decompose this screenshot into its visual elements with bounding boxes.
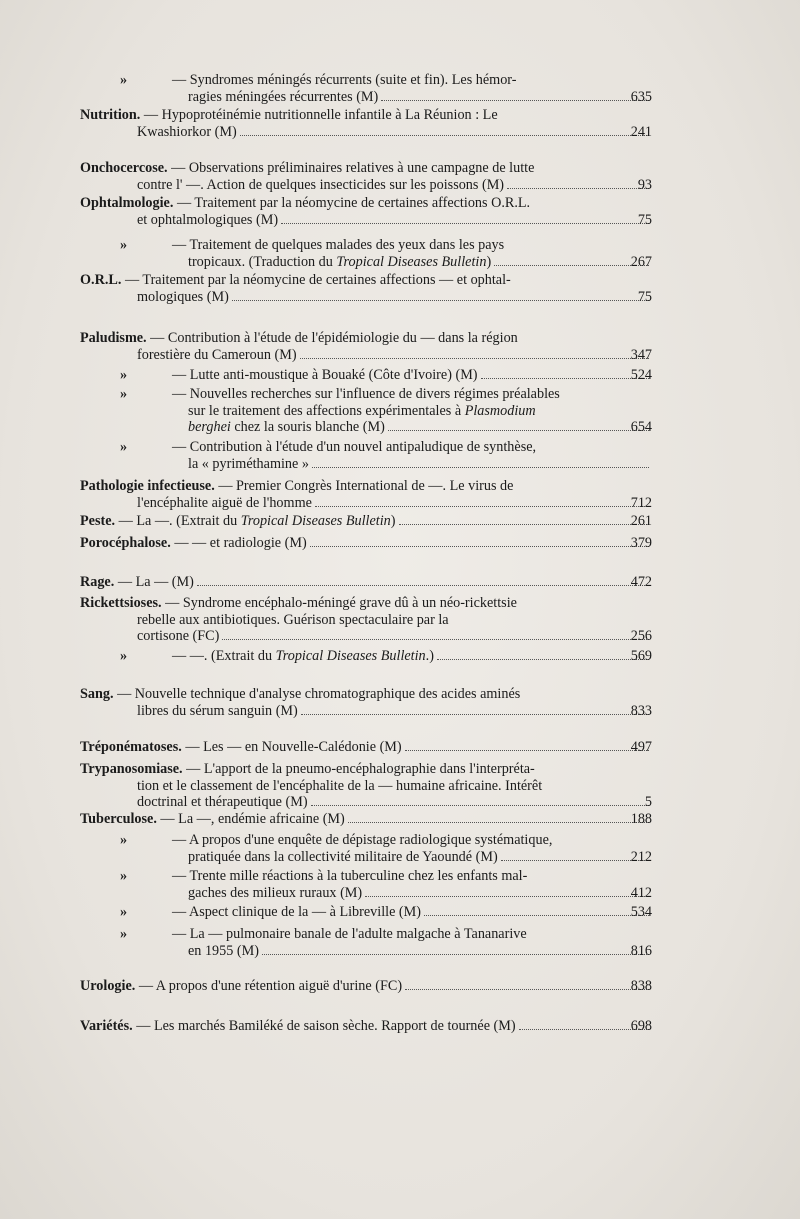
entry-text: Rickettsioses. — Syndrome encéphalo-méningé grave dû à un néo-rickettsie — [80, 595, 517, 611]
entry-text: Nutrition. — Hypoprotéinémie nutritionnelle infantile à La Réunion : Le — [80, 107, 498, 123]
page-number: 5 — [644, 794, 652, 810]
entry-topic: Nutrition. — [80, 107, 144, 123]
index-entry — [80, 648, 696, 665]
entry-line — [80, 904, 652, 921]
page-number: 712 — [630, 494, 652, 511]
page-number: 635 — [630, 88, 652, 105]
ditto-mark: » — [120, 72, 128, 88]
entry-line — [80, 1018, 652, 1035]
index-entry — [80, 72, 696, 105]
entry-line — [80, 648, 652, 665]
dot-leader — [310, 535, 649, 547]
dot-leader — [381, 89, 649, 101]
entry-topic: Rage. — [80, 574, 118, 590]
entry-line — [80, 160, 696, 177]
index-entry — [80, 832, 696, 865]
entry-line — [80, 595, 696, 612]
dot-leader — [281, 212, 649, 224]
entry-line — [80, 574, 652, 591]
entry-text: libres du sérum sanguin (M) — [137, 702, 298, 719]
entry-text: forestière du Cameroun (M) — [137, 346, 297, 363]
page-number: 75 — [637, 288, 652, 305]
entry-topic: Peste. — [80, 513, 119, 529]
dot-leader — [300, 347, 649, 359]
ditto-mark: » — [120, 904, 128, 920]
entry-line — [80, 612, 696, 629]
dot-leader — [348, 811, 649, 823]
entry-text: Rage. — La — (M) — [80, 574, 194, 590]
index-entry — [80, 1018, 696, 1035]
page-number: 241 — [630, 123, 652, 140]
index-entry — [80, 272, 696, 305]
dot-leader — [301, 703, 649, 715]
index-entry — [80, 386, 696, 436]
index-entry — [80, 978, 696, 995]
entry-text: Tuberculose. — La —, endémie africaine (M) — [80, 811, 345, 827]
entry-topic: Ophtalmologie. — [80, 195, 177, 211]
ditto-mark: » — [120, 386, 128, 402]
entry-text: Onchocercose. — Observations préliminaires relatives à une campagne de lutte — [80, 160, 535, 176]
entry-line — [80, 868, 696, 885]
dot-leader — [240, 124, 649, 136]
index-entry — [80, 574, 696, 591]
entry-text: — Traitement de quelques malades des yeux dans les pays — [172, 237, 505, 253]
index-entry — [80, 107, 696, 140]
index-entry — [80, 439, 696, 472]
entry-text: — Aspect clinique de la — à Libreville (M) — [172, 904, 421, 920]
entry-text: et ophtalmologiques (M) — [137, 211, 279, 228]
entry-text: Porocéphalose. — — et radiologie (M) — [80, 535, 307, 551]
entry-line — [80, 926, 696, 943]
entry-line — [80, 686, 696, 703]
index-entry — [80, 535, 696, 552]
page-number: 534 — [630, 904, 652, 920]
dot-leader — [388, 419, 649, 431]
entry-text: — Syndromes méningés récurrents (suite et fin). Les hémor- — [172, 72, 517, 88]
entry-line — [80, 124, 652, 141]
page-number: 75 — [637, 211, 652, 228]
dot-leader — [315, 495, 649, 507]
entry-line — [80, 177, 652, 194]
entry-text: sur le traitement des affections expérimentales à Plasmodium — [188, 402, 536, 419]
entry-line — [80, 386, 696, 403]
entry-text: — Lutte anti-moustique à Bouaké (Côte d'Ivoire) (M) — [172, 367, 478, 383]
page-number: 524 — [630, 367, 652, 383]
entry-line — [80, 535, 652, 552]
entry-topic: Trypanosomiase. — [80, 761, 187, 777]
entry-topic: Rickettsioses. — [80, 595, 166, 611]
entry-line — [80, 495, 652, 512]
entry-text: doctrinal et thérapeutique (M) — [137, 794, 308, 810]
entry-line — [80, 419, 652, 436]
entry-text: mologiques (M) — [137, 288, 229, 305]
dot-leader — [232, 289, 649, 301]
entry-line — [80, 794, 652, 811]
page-number: 497 — [630, 739, 652, 755]
entry-line — [80, 195, 696, 212]
entry-line — [80, 72, 696, 89]
entry-text: — Nouvelles recherches sur l'influence de divers régimes préalables — [172, 386, 560, 402]
dot-leader — [222, 628, 649, 640]
ditto-mark: » — [120, 648, 128, 664]
entry-line — [80, 628, 652, 645]
entry-line — [80, 778, 696, 795]
page-number: 569 — [630, 648, 652, 664]
entry-line — [80, 811, 652, 828]
entry-line — [80, 739, 652, 756]
entry-text: Sang. — Nouvelle technique d'analyse chromatographique des acides aminés — [80, 686, 521, 702]
page-number: 379 — [630, 535, 652, 551]
entry-line — [80, 703, 652, 720]
page-number: 261 — [630, 513, 652, 529]
index-entry — [80, 160, 696, 193]
index-entry — [80, 330, 696, 363]
entry-text: Ophtalmologie. — Traitement par la néomycine de certaines affections O.R.L. — [80, 195, 531, 211]
entry-line — [80, 849, 652, 866]
ditto-mark: » — [120, 832, 128, 848]
entry-text: Trypanosomiase. — L'apport de la pneumo-encéphalographie dans l'interpréta- — [80, 761, 535, 777]
index-entry — [80, 686, 696, 719]
entry-text: la « pyriméthamine » — [188, 455, 309, 472]
entry-text: Kwashiorkor (M) — [137, 123, 237, 140]
page-number: 256 — [630, 628, 652, 644]
entry-line — [80, 478, 696, 495]
entry-text: en 1955 (M) — [188, 942, 259, 959]
page-number: 212 — [630, 848, 652, 865]
entry-line — [80, 832, 696, 849]
entry-text: — Contribution à l'étude d'un nouvel antipaludique de synthèse, — [172, 439, 537, 455]
entry-text: contre l' —. Action de quelques insecticides sur les poissons (M) — [137, 176, 505, 193]
entry-topic: Urologie. — [80, 978, 139, 994]
index-entry — [80, 478, 696, 511]
entry-text: tropicaux. (Traduction du Tropical Diseases Bulletin) — [188, 253, 492, 270]
entry-line — [80, 456, 652, 473]
entry-text: Variétés. — Les marchés Bamiléké de saison sèche. Rapport de tournée (M) — [80, 1018, 516, 1034]
entry-text: — A propos d'une enquête de dépistage radiologique systématique, — [172, 832, 553, 848]
entry-topic: O.R.L. — [80, 272, 125, 288]
entry-text: Urologie. — A propos d'une rétention aiguë d'urine (FC) — [80, 978, 403, 994]
entry-topic: Tréponématoses. — [80, 739, 186, 755]
entry-line — [80, 513, 652, 530]
entry-line — [80, 272, 696, 289]
entry-text: — —. (Extrait du Tropical Diseases Bulletin.) — [172, 648, 434, 664]
dot-leader — [262, 943, 649, 955]
entry-topic: Variétés. — [80, 1018, 137, 1034]
page-number: 188 — [630, 811, 652, 827]
ditto-mark: » — [120, 367, 128, 383]
entry-line — [80, 347, 652, 364]
ditto-mark: » — [120, 439, 128, 455]
page-number: 412 — [630, 884, 652, 901]
entry-topic: Sang. — [80, 686, 118, 702]
page-number: 838 — [630, 978, 652, 994]
index-entry — [80, 739, 696, 756]
entry-line — [80, 289, 652, 306]
index-entry — [80, 904, 696, 921]
index-entry — [80, 595, 696, 645]
entry-topic: Porocéphalose. — [80, 535, 175, 551]
entry-text: O.R.L. — Traitement par la néomycine de certaines affections — et ophtal- — [80, 272, 511, 288]
dot-leader — [311, 794, 649, 806]
entry-topic: Paludisme. — [80, 330, 151, 346]
entry-text: Pathologie infectieuse. — Premier Congrès International de —. Le virus de — [80, 478, 514, 494]
index-entry — [80, 513, 696, 530]
entry-line — [80, 978, 652, 995]
entry-text: Peste. — La —. (Extrait du Tropical Diseases Bulletin) — [80, 513, 396, 529]
index-entry — [80, 761, 696, 811]
entry-text: Tréponématoses. — Les — en Nouvelle-Calédonie (M) — [80, 739, 402, 755]
entry-text: gaches des milieux ruraux (M) — [188, 884, 363, 901]
entry-text: Paludisme. — Contribution à l'étude de l'épidémiologie du — dans la région — [80, 330, 518, 346]
entry-text: — Trente mille réactions à la tuberculine chez les enfants mal- — [172, 868, 528, 884]
index-entry — [80, 868, 696, 901]
entry-text: — La — pulmonaire banale de l'adulte malgache à Tananarive — [172, 926, 527, 942]
ditto-mark: » — [120, 926, 128, 942]
index-entry — [80, 367, 696, 384]
page-number: 833 — [630, 702, 652, 719]
entry-line — [80, 885, 652, 902]
entry-text: tion et le classement de l'encéphalite de la — humaine africaine. Intérêt — [137, 777, 543, 794]
dot-leader — [197, 574, 649, 586]
page-number: 698 — [630, 1018, 652, 1034]
page-number: 267 — [630, 253, 652, 270]
page-number: 347 — [630, 346, 652, 363]
entry-line — [80, 89, 652, 106]
index-entry — [80, 237, 696, 270]
entry-line — [80, 761, 696, 778]
entry-topic: Tuberculose. — [80, 811, 161, 827]
entry-line — [80, 212, 652, 229]
page-number: 472 — [630, 574, 652, 590]
entry-text: berghei chez la souris blanche (M) — [188, 419, 385, 435]
page-number: 93 — [637, 176, 652, 193]
entry-line — [80, 439, 696, 456]
entry-text: rebelle aux antibiotiques. Guérison spectaculaire par la — [137, 611, 449, 628]
page-number: 816 — [630, 942, 652, 959]
entry-line — [80, 107, 696, 124]
dot-leader — [312, 456, 649, 468]
entry-line — [80, 254, 652, 271]
entry-text: ragies méningées récurrentes (M) — [188, 88, 379, 105]
entry-topic: Pathologie infectieuse. — [80, 478, 219, 494]
entry-text: cortisone (FC) — [137, 628, 220, 644]
entry-line — [80, 403, 696, 420]
entry-line — [80, 367, 652, 384]
entry-line — [80, 330, 696, 347]
entry-line — [80, 237, 696, 254]
ditto-mark: » — [120, 868, 128, 884]
entry-topic: Onchocercose. — [80, 160, 172, 176]
entry-text: l'encéphalite aiguë de l'homme — [137, 494, 312, 511]
index-entry — [80, 926, 696, 959]
entry-text: pratiquée dans la collectivité militaire de Yaoundé (M) — [188, 848, 498, 865]
dot-leader — [365, 885, 649, 897]
ditto-mark: » — [120, 237, 128, 253]
index-entry — [80, 195, 696, 228]
index-entry — [80, 811, 696, 828]
page-number: 654 — [630, 419, 652, 435]
entry-line — [80, 943, 652, 960]
